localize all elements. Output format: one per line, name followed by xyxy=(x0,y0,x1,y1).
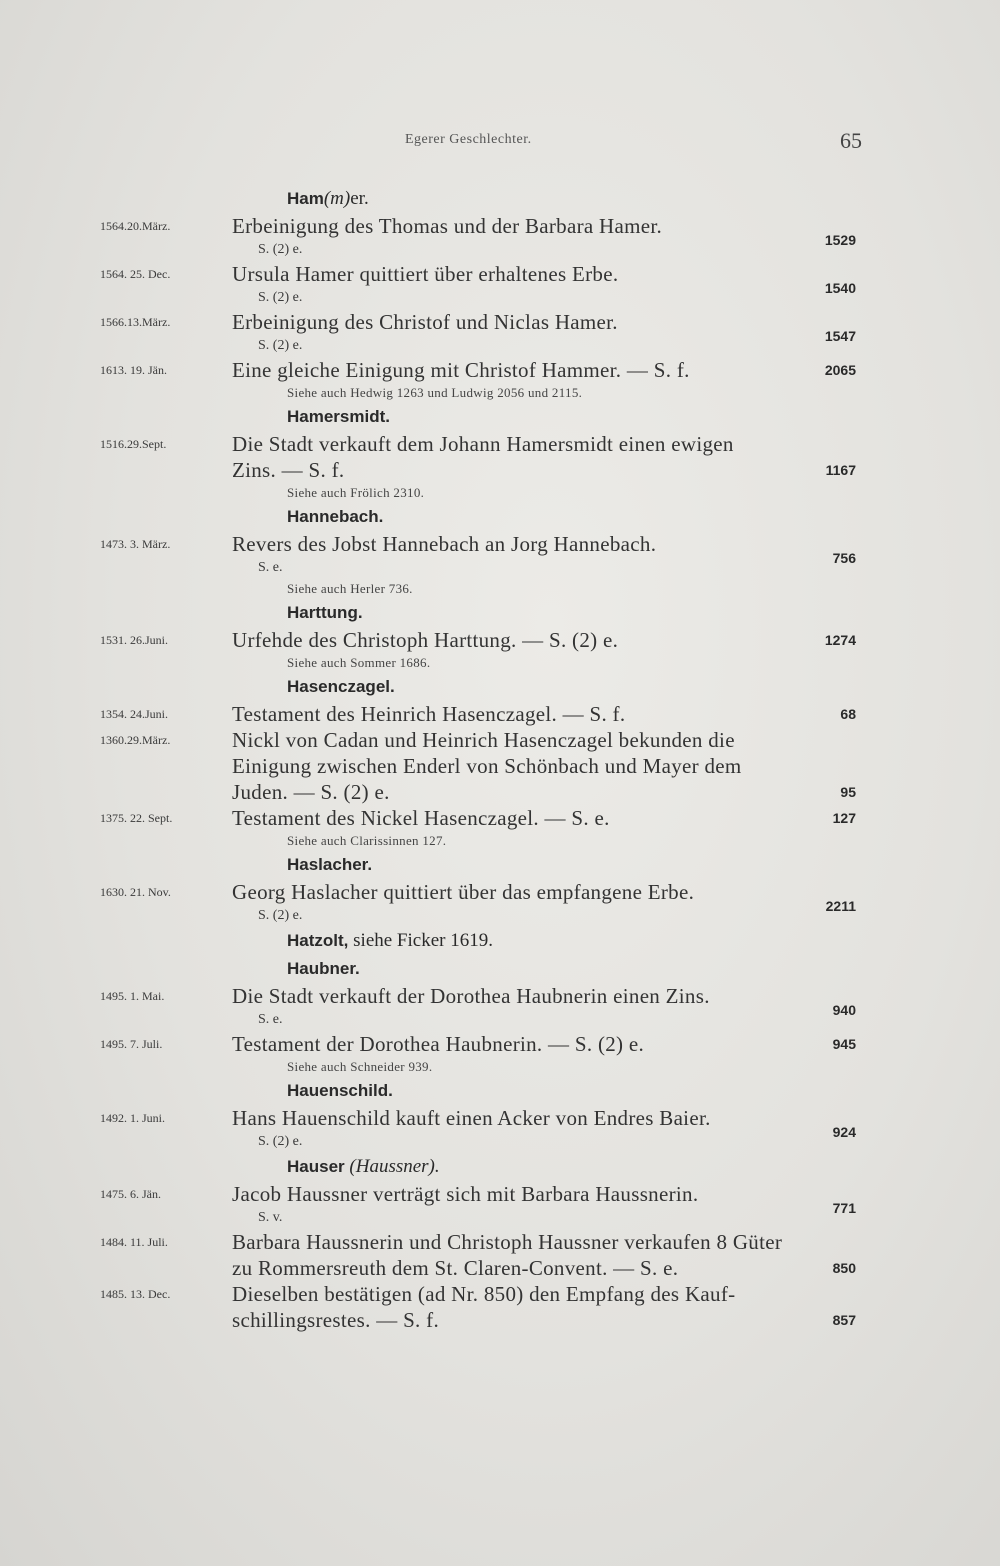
entry-date: 1495. 1. Mai. xyxy=(100,989,165,1003)
entry-date: 1495. 7. Juli. xyxy=(100,1037,163,1051)
cross-reference xyxy=(0,1057,1000,1077)
entry-date: 1354. 24.Juni. xyxy=(100,707,169,721)
document-number: 127 xyxy=(832,810,856,826)
entry-date: 1564.20.März. xyxy=(100,219,171,233)
cross-reference-text: Siehe auch Schneider 939. xyxy=(287,1059,433,1074)
document-number: 945 xyxy=(832,1036,856,1052)
entry-text: Urfehde des Christoph Harttung. — S. (2) e. xyxy=(232,628,619,652)
entry-date: 1473. 3. März. xyxy=(100,537,171,551)
entry-date: 1475. 6. Jän. xyxy=(100,1187,161,1201)
entry-text: Die Stadt verkauft der Dorothea Haubnerin einen Zins. xyxy=(232,984,710,1008)
entry-text: Nickl von Cadan und Heinrich Hasenczagel bekunden die xyxy=(232,728,735,752)
seal-note xyxy=(0,1124,1000,1153)
heading-name: Haslacher. xyxy=(287,855,373,874)
heading-name: Hasenczagel. xyxy=(287,677,395,696)
cross-reference xyxy=(0,831,1000,851)
seal-note xyxy=(0,328,1000,357)
seal-text: S. (2) e. xyxy=(258,338,303,353)
page-header xyxy=(0,128,1000,158)
seal-note xyxy=(0,280,1000,309)
seal-text: S. (2) e. xyxy=(258,242,303,257)
register-entry xyxy=(0,213,1000,261)
entry-text: Erbeinigung des Thomas und der Barbara Hamer. xyxy=(232,214,663,238)
entry-text: Ursula Hamer quittiert über erhaltenes Erbe. xyxy=(232,262,619,286)
heading-name: Hauser xyxy=(287,1157,345,1176)
seal-text: S. v. xyxy=(258,1210,283,1225)
entry-line xyxy=(0,753,1000,779)
entry-date: 1484. 11. Juli. xyxy=(100,1235,168,1249)
seal-text: S. (2) e. xyxy=(258,1134,303,1149)
cross-reference-text: Siehe auch Frölich 2310. xyxy=(287,485,425,500)
entry-date: 1492. 1. Juni. xyxy=(100,1111,166,1125)
document-number: 1274 xyxy=(824,632,856,648)
entry-text: Juden. — S. (2) e. xyxy=(232,780,390,804)
register-entry xyxy=(0,1031,1000,1057)
heading-name: Harttung. xyxy=(287,603,363,622)
entry-date: 1613. 19. Jän. xyxy=(100,363,167,377)
seal-text: S. (2) e. xyxy=(258,290,303,305)
heading-name: Hamersmidt. xyxy=(287,407,390,426)
entry-text: Die Stadt verkauft dem Johann Hamersmidt einen ewigen xyxy=(232,432,734,456)
entry-line xyxy=(0,1031,1000,1057)
section-heading xyxy=(287,1077,1000,1105)
entry-date: 1566.13.März. xyxy=(100,315,171,329)
cross-reference-text: Siehe auch Clarissinnen 127. xyxy=(287,833,447,848)
document-number: 2211 xyxy=(825,898,856,914)
entry-text: zu Rommersreuth dem St. Claren-Convent. — S. e. xyxy=(232,1256,679,1280)
heading-variant: (m) xyxy=(323,188,351,209)
document-number: 850 xyxy=(832,1260,856,1276)
document-number: 68 xyxy=(840,706,856,722)
heading-name: Hannebach. xyxy=(287,507,384,526)
heading-tail: siehe Ficker 1619. xyxy=(348,930,493,951)
cross-reference xyxy=(0,483,1000,503)
heading-tail: er. xyxy=(350,188,369,209)
entry-text: Testament des Nickel Hasenczagel. — S. e. xyxy=(232,806,610,830)
cross-reference-text: Siehe auch Sommer 1686. xyxy=(287,655,431,670)
entry-date: 1485. 13. Dec. xyxy=(100,1287,171,1301)
running-title: Egerer Geschlechter. xyxy=(405,132,532,147)
document-number: 1540 xyxy=(824,280,856,296)
entry-date: 1531. 26.Juni. xyxy=(100,633,169,647)
seal-note xyxy=(0,898,1000,927)
register-entry xyxy=(0,1181,1000,1229)
heading-name: Haubner. xyxy=(287,959,360,978)
register-entry xyxy=(0,261,1000,309)
document-number: 1529 xyxy=(824,232,856,248)
seal-text: S. (2) e. xyxy=(258,908,303,923)
register-entry xyxy=(0,701,1000,727)
entry-text: Georg Haslacher quittiert über das empfangene Erbe. xyxy=(232,880,695,904)
register-entry xyxy=(0,805,1000,831)
document-number: 924 xyxy=(832,1124,856,1140)
register-entry xyxy=(0,727,1000,805)
entry-line xyxy=(0,1307,1000,1333)
entry-text: Eine gleiche Einigung mit Christof Hammer. — S. f. xyxy=(232,358,690,382)
entry-line xyxy=(0,1255,1000,1281)
register-entry xyxy=(0,357,1000,383)
entry-line xyxy=(0,1281,1000,1307)
entry-date: 1630. 21. Nov. xyxy=(100,885,171,899)
register-content xyxy=(0,185,1000,1333)
cross-reference-text: Siehe auch Hedwig 1263 und Ludwig 2056 und 2115. xyxy=(287,385,583,400)
entry-date: 1360.29.März. xyxy=(100,733,171,747)
section-heading xyxy=(287,403,1000,431)
cross-reference xyxy=(0,653,1000,673)
entry-text: Einigung zwischen Enderl von Schönbach und Mayer dem xyxy=(232,754,742,778)
register-entry xyxy=(0,1281,1000,1333)
register-entry xyxy=(0,309,1000,357)
seal-text: S. e. xyxy=(258,1012,283,1027)
entry-line xyxy=(0,457,1000,483)
seal-note xyxy=(0,1200,1000,1229)
cross-reference-text: Siehe auch Herler 736. xyxy=(287,581,413,596)
entry-line xyxy=(0,431,1000,457)
entry-text: Revers des Jobst Hannebach an Jorg Hannebach. xyxy=(232,532,657,556)
seal-note xyxy=(0,550,1000,579)
document-number: 2065 xyxy=(824,362,856,378)
entry-line xyxy=(0,627,1000,653)
document-number: 95 xyxy=(840,784,856,800)
heading-name: Hatzolt, xyxy=(287,931,349,950)
entry-text: Dieselben bestätigen (ad Nr. 850) den Empfang des Kauf- xyxy=(232,1282,736,1306)
document-number: 940 xyxy=(832,1002,856,1018)
document-number: 771 xyxy=(832,1200,856,1216)
entry-text: Barbara Haussnerin und Christoph Haussner verkaufen 8 Güter xyxy=(232,1230,783,1254)
register-entry xyxy=(0,879,1000,927)
entry-line xyxy=(0,701,1000,727)
section-heading xyxy=(287,503,1000,531)
entry-date: 1516.29.Sept. xyxy=(100,437,167,451)
section-heading xyxy=(287,185,1000,213)
heading-name: Ham xyxy=(287,189,324,208)
section-heading xyxy=(287,851,1000,879)
document-number: 756 xyxy=(832,550,856,566)
page-number: 65 xyxy=(840,128,862,153)
cross-reference xyxy=(0,579,1000,599)
entry-line xyxy=(0,727,1000,753)
document-number: 1547 xyxy=(824,328,856,344)
entry-line xyxy=(0,357,1000,383)
seal-note xyxy=(0,1002,1000,1031)
register-entry xyxy=(0,1229,1000,1281)
entry-date: 1564. 25. Dec. xyxy=(100,267,171,281)
register-entry xyxy=(0,627,1000,653)
section-heading xyxy=(287,599,1000,627)
register-entry xyxy=(0,531,1000,579)
entry-text: Erbeinigung des Christof und Niclas Hamer. xyxy=(232,310,618,334)
section-heading xyxy=(287,927,1000,955)
entry-text: schillingsrestes. — S. f. xyxy=(232,1308,439,1332)
register-entry xyxy=(0,431,1000,483)
entry-text: Hans Hauenschild kauft einen Acker von Endres Baier. xyxy=(232,1106,711,1130)
entry-text: Zins. — S. f. xyxy=(232,458,345,482)
document-number: 1167 xyxy=(825,462,856,478)
register-entry xyxy=(0,983,1000,1031)
seal-note xyxy=(0,232,1000,261)
document-number: 857 xyxy=(832,1312,856,1328)
entry-line xyxy=(0,805,1000,831)
seal-text: S. e. xyxy=(258,560,283,575)
heading-variant: (Haussner). xyxy=(344,1156,440,1177)
entry-text: Testament der Dorothea Haubnerin. — S. (2) e. xyxy=(232,1032,645,1056)
register-entry xyxy=(0,1105,1000,1153)
cross-reference xyxy=(0,383,1000,403)
section-heading xyxy=(287,1153,1000,1181)
entry-text: Testament des Heinrich Hasenczagel. — S. f. xyxy=(232,702,626,726)
entry-line xyxy=(0,779,1000,805)
section-heading xyxy=(287,955,1000,983)
section-heading xyxy=(287,673,1000,701)
entry-text: Jacob Haussner verträgt sich mit Barbara Haussnerin. xyxy=(232,1182,699,1206)
heading-name: Hauenschild. xyxy=(287,1081,393,1100)
entry-date: 1375. 22. Sept. xyxy=(100,811,173,825)
entry-line xyxy=(0,1229,1000,1255)
